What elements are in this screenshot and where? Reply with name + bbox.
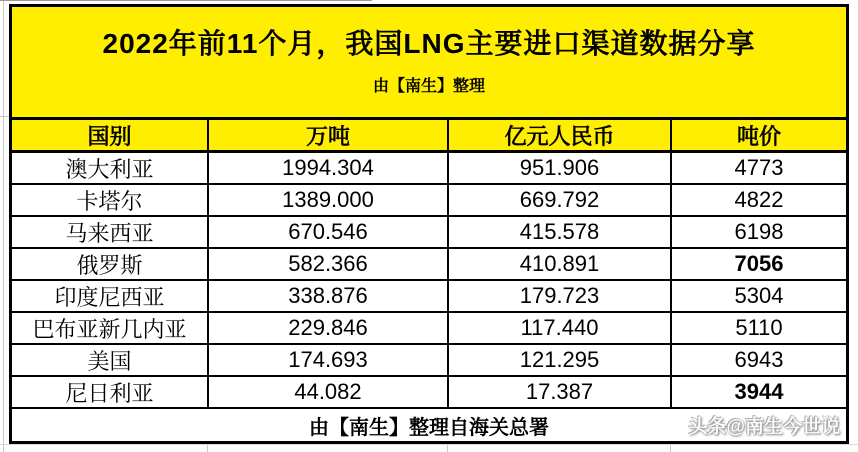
- volume-cell: 229.846: [207, 313, 447, 343]
- table-row: [12, 153, 846, 185]
- price-cell: 3944: [670, 377, 846, 407]
- value-cell: 951.906: [447, 153, 670, 183]
- table-row: [12, 377, 846, 409]
- table-row: [12, 217, 846, 249]
- table-body: [12, 153, 846, 409]
- table-row: [12, 185, 846, 217]
- price-cell: 6943: [670, 345, 846, 375]
- data-table: [9, 4, 849, 444]
- value-cell: 669.792: [447, 185, 670, 215]
- gridline: [3, 0, 4, 452]
- volume-cell: 44.082: [207, 377, 447, 407]
- price-cell: 5110: [670, 313, 846, 343]
- column-header-country: 国别: [87, 123, 132, 149]
- value-cell: 179.723: [447, 281, 670, 311]
- country-cell: 印度尼西亚: [54, 284, 165, 310]
- value-cell: 17.387: [447, 377, 670, 407]
- column-header-price: 吨价: [670, 120, 846, 150]
- table-row: [12, 249, 846, 281]
- table-subtitle: 由【南生】整理: [372, 78, 485, 96]
- value-cell: 410.891: [447, 249, 670, 279]
- volume-cell: 174.693: [207, 345, 447, 375]
- column-header-volume: 万吨: [207, 120, 447, 150]
- value-cell: 117.440: [447, 313, 670, 343]
- country-cell: 马来西亚: [65, 220, 154, 246]
- country-cell: 巴布亚新几内亚: [32, 316, 187, 342]
- table-row: [12, 313, 846, 345]
- column-header-value: 亿元人民币: [447, 120, 670, 150]
- price-cell: 4822: [670, 185, 846, 215]
- value-cell: 121.295: [447, 345, 670, 375]
- price-cell: 7056: [670, 249, 846, 279]
- table-row: [12, 345, 846, 377]
- country-cell: 俄罗斯: [76, 252, 143, 278]
- price-cell: 6198: [670, 217, 846, 247]
- watermark-badge: 头条@南生今世说: [688, 416, 840, 438]
- gridline: [0, 444, 858, 445]
- title-banner: [12, 7, 846, 120]
- table-row: [12, 281, 846, 313]
- table-header-row: [12, 120, 846, 153]
- table-footer-row: [12, 409, 846, 441]
- price-cell: 5304: [670, 281, 846, 311]
- country-cell: 卡塔尔: [76, 188, 143, 214]
- country-cell: 美国: [87, 348, 132, 374]
- country-cell: 尼日利亚: [65, 380, 154, 406]
- table-title: 2022年前11个月，我国LNG主要进口渠道数据分享: [102, 28, 756, 59]
- source-note: 由【南生】整理自海关总署: [309, 416, 549, 439]
- volume-cell: 670.546: [207, 217, 447, 247]
- volume-cell: 1389.000: [207, 185, 447, 215]
- value-cell: 415.578: [447, 217, 670, 247]
- gridline: [0, 0, 372, 1]
- volume-cell: 1994.304: [207, 153, 447, 183]
- country-cell: 澳大利亚: [65, 156, 154, 182]
- gridline: [0, 116, 9, 117]
- volume-cell: 338.876: [207, 281, 447, 311]
- price-cell: 4773: [670, 153, 846, 183]
- volume-cell: 582.366: [207, 249, 447, 279]
